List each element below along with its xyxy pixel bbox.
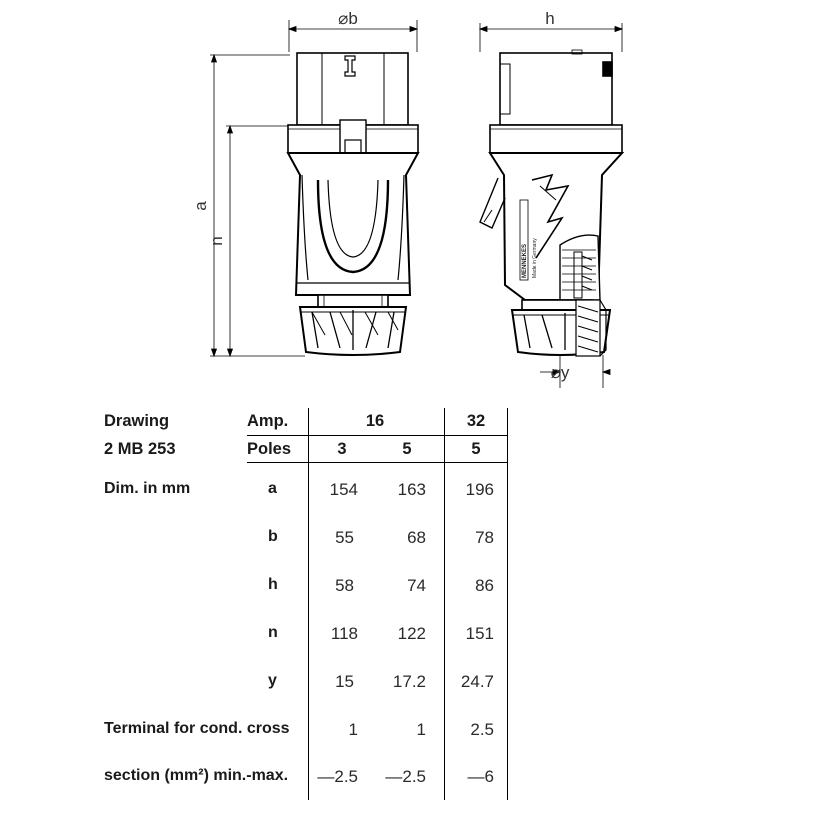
technical-drawing — [0, 0, 820, 400]
dim-h-label: h — [545, 9, 555, 28]
terminal-max-16-5: —2.5 — [385, 767, 426, 786]
row-key-b: b — [268, 528, 278, 545]
terminal-max-16-3: —2.5 — [317, 767, 358, 786]
row-key-h: h — [268, 576, 278, 593]
cell-n-16-3: 118 — [330, 624, 358, 643]
amp-16: 16 — [365, 412, 385, 430]
cell-y-16-3: 15 — [335, 672, 354, 691]
terminal-min-16-5: 1 — [416, 720, 426, 739]
dimension-n — [226, 126, 290, 356]
cell-h-16-3: 58 — [335, 576, 354, 595]
brand-label: MENNEKES — [522, 243, 528, 278]
drawing-label: Drawing — [104, 412, 170, 430]
poles-16-5: 5 — [402, 440, 412, 458]
dim-in-mm-label: Dim. in mm — [104, 480, 191, 497]
terminal-min-32-5: 2.5 — [470, 720, 494, 739]
cell-b-16-3: 55 — [335, 528, 354, 547]
terminal-label-line-1: Terminal for cond. cross — [104, 720, 290, 737]
dimension-a — [210, 55, 305, 356]
cell-b-16-5: 68 — [407, 528, 426, 547]
column-divider-2 — [444, 408, 445, 800]
dim-b-label: ⌀b — [338, 9, 358, 28]
terminal-min-16-3: 1 — [348, 720, 358, 739]
column-divider-3 — [507, 408, 508, 800]
cell-a-32-5: 196 — [465, 480, 494, 499]
row-key-a: a — [268, 480, 277, 497]
cell-h-16-5: 74 — [407, 576, 426, 595]
cell-a-16-5: 163 — [397, 480, 426, 499]
dim-n-label: n — [207, 236, 226, 246]
terminal-label-line-2: section (mm²) min.-max. — [104, 767, 289, 784]
drawing-number: 2 MB 253 — [104, 440, 176, 458]
header-underline-poles — [247, 462, 507, 463]
front-view — [191, 9, 418, 356]
amp-label: Amp. — [247, 412, 289, 430]
side-view — [480, 9, 622, 388]
row-key-y: y — [268, 672, 277, 689]
header-underline-amp — [247, 435, 507, 436]
poles-label: Poles — [247, 440, 292, 458]
row-key-n: n — [268, 624, 278, 641]
poles-16-3: 3 — [337, 440, 347, 458]
cell-h-32-5: 86 — [475, 576, 494, 595]
cell-n-16-5: 122 — [397, 624, 426, 643]
amp-32: 32 — [466, 412, 486, 430]
cell-a-16-3: 154 — [329, 480, 358, 499]
dim-a-label: a — [191, 201, 210, 211]
poles-32-5: 5 — [471, 440, 481, 458]
column-divider-1 — [308, 408, 309, 800]
dim-y-label: ⌀y — [550, 363, 570, 382]
cell-y-32-5: 24.7 — [460, 672, 494, 691]
cell-n-32-5: 151 — [465, 624, 494, 643]
made-in-label: Made in Germany — [532, 238, 538, 278]
cell-y-16-5: 17.2 — [392, 672, 426, 691]
cell-b-32-5: 78 — [475, 528, 494, 547]
terminal-max-32-5: —6 — [467, 767, 494, 786]
